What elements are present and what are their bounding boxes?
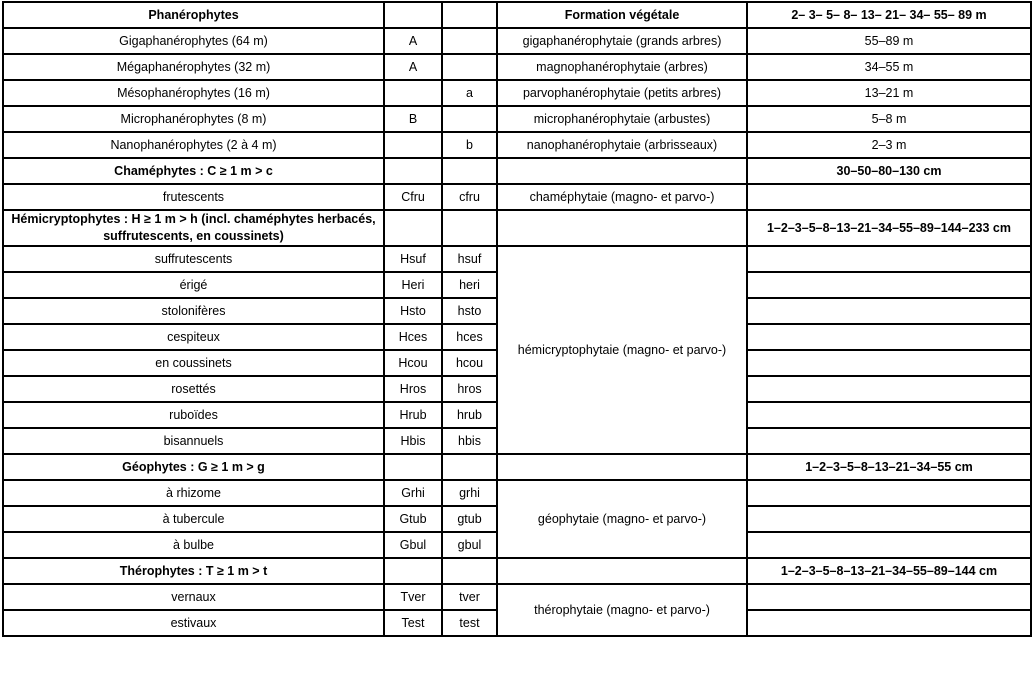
- code-upper: Hces: [384, 324, 442, 350]
- table-row: [3, 132, 1031, 158]
- formation-name: nanophanérophytaie (arbrisseaux): [497, 132, 747, 158]
- life-form-name: estivaux: [3, 610, 384, 636]
- code-upper: Cfru: [384, 184, 442, 210]
- life-form-name: ruboïdes: [3, 402, 384, 428]
- height-range: 34–55 m: [747, 54, 1031, 80]
- section-header-row: [3, 558, 1031, 584]
- height-range: 5–8 m: [747, 106, 1031, 132]
- section-title-therophytes: Thérophytes : T ≥ 1 m > t: [3, 558, 384, 584]
- empty-cell: [384, 210, 442, 246]
- life-form-name: Mégaphanérophytes (32 m): [3, 54, 384, 80]
- life-form-name: Mésophanérophytes (16 m): [3, 80, 384, 106]
- code-lower: test: [442, 610, 497, 636]
- empty-cell: [747, 480, 1031, 506]
- code-lower: hros: [442, 376, 497, 402]
- height-range: 55–89 m: [747, 28, 1031, 54]
- height-range: 2–3 m: [747, 132, 1031, 158]
- empty-cell: [442, 2, 497, 28]
- code-upper: [384, 80, 442, 106]
- code-lower: hsto: [442, 298, 497, 324]
- empty-cell: [384, 158, 442, 184]
- formation-name: thérophytaie (magno- et parvo-): [497, 584, 747, 636]
- empty-cell: [497, 210, 747, 246]
- empty-cell: [384, 2, 442, 28]
- empty-cell: [747, 584, 1031, 610]
- empty-cell: [747, 298, 1031, 324]
- table-row: [3, 54, 1031, 80]
- section-scale-therophytes: 1–2–3–5–8–13–21–34–55–89–144 cm: [747, 558, 1031, 584]
- code-lower: tver: [442, 584, 497, 610]
- code-upper: A: [384, 28, 442, 54]
- section-title-geophytes: Géophytes : G ≥ 1 m > g: [3, 454, 384, 480]
- code-lower: heri: [442, 272, 497, 298]
- code-upper: Hsuf: [384, 246, 442, 272]
- formation-name: gigaphanérophytaie (grands arbres): [497, 28, 747, 54]
- code-upper: Gbul: [384, 532, 442, 558]
- empty-cell: [747, 184, 1031, 210]
- empty-cell: [747, 428, 1031, 454]
- formation-name: géophytaie (magno- et parvo-): [497, 480, 747, 558]
- header-heights: 2– 3– 5– 8– 13– 21– 34– 55– 89 m: [747, 2, 1031, 28]
- life-form-name: Nanophanérophytes (2 à 4 m): [3, 132, 384, 158]
- code-lower: hbis: [442, 428, 497, 454]
- life-form-name: en coussinets: [3, 350, 384, 376]
- life-form-name: vernaux: [3, 584, 384, 610]
- formation-name: parvophanérophytaie (petits arbres): [497, 80, 747, 106]
- section-header-row: [3, 158, 1031, 184]
- table-row: [3, 480, 1031, 506]
- code-upper: Hbis: [384, 428, 442, 454]
- empty-cell: [497, 158, 747, 184]
- height-range: 13–21 m: [747, 80, 1031, 106]
- table-row: [3, 28, 1031, 54]
- life-form-name: rosettés: [3, 376, 384, 402]
- life-form-table: [2, 1, 1032, 637]
- code-lower: hrub: [442, 402, 497, 428]
- table-row: [3, 246, 1031, 272]
- life-form-name: cespiteux: [3, 324, 384, 350]
- life-form-name: à tubercule: [3, 506, 384, 532]
- code-upper: Hros: [384, 376, 442, 402]
- table-row: [3, 106, 1031, 132]
- section-scale-hemicryptophytes: 1–2–3–5–8–13–21–34–55–89–144–233 cm: [747, 210, 1031, 246]
- section-scale-chamephytes: 30–50–80–130 cm: [747, 158, 1031, 184]
- code-upper: Tver: [384, 584, 442, 610]
- code-lower: [442, 54, 497, 80]
- code-lower: cfru: [442, 184, 497, 210]
- empty-cell: [442, 454, 497, 480]
- formation-name: hémicryptophytaie (magno- et parvo-): [497, 246, 747, 454]
- code-upper: Hcou: [384, 350, 442, 376]
- life-form-name: stolonifères: [3, 298, 384, 324]
- code-lower: [442, 106, 497, 132]
- life-form-name: Gigaphanérophytes (64 m): [3, 28, 384, 54]
- formation-name: magnophanérophytaie (arbres): [497, 54, 747, 80]
- empty-cell: [747, 402, 1031, 428]
- section-header-row: [3, 210, 1031, 246]
- table-row: [3, 80, 1031, 106]
- section-scale-geophytes: 1–2–3–5–8–13–21–34–55 cm: [747, 454, 1031, 480]
- empty-cell: [747, 324, 1031, 350]
- code-upper: Hsto: [384, 298, 442, 324]
- table-row: [3, 584, 1031, 610]
- code-upper: Heri: [384, 272, 442, 298]
- section-title-hemicryptophytes: Hémicryptophytes : H ≥ 1 m > h (incl. chaméphytes herbacés, suffrutescents, en coussinets): [3, 210, 384, 246]
- code-lower: gbul: [442, 532, 497, 558]
- life-form-name: frutescents: [3, 184, 384, 210]
- code-upper: A: [384, 54, 442, 80]
- life-form-name: bisannuels: [3, 428, 384, 454]
- empty-cell: [384, 454, 442, 480]
- section-title-chamephytes: Chaméphytes : C ≥ 1 m > c: [3, 158, 384, 184]
- life-form-name: suffrutescents: [3, 246, 384, 272]
- empty-cell: [442, 558, 497, 584]
- code-lower: hces: [442, 324, 497, 350]
- code-upper: Grhi: [384, 480, 442, 506]
- empty-cell: [747, 272, 1031, 298]
- empty-cell: [747, 506, 1031, 532]
- section-header-row: [3, 454, 1031, 480]
- code-upper: [384, 132, 442, 158]
- empty-cell: [442, 158, 497, 184]
- life-form-name: Microphanérophytes (8 m): [3, 106, 384, 132]
- code-lower: hsuf: [442, 246, 497, 272]
- empty-cell: [747, 532, 1031, 558]
- formation-name: chaméphytaie (magno- et parvo-): [497, 184, 747, 210]
- code-lower: hcou: [442, 350, 497, 376]
- table-row: [3, 184, 1031, 210]
- code-lower: a: [442, 80, 497, 106]
- code-upper: Test: [384, 610, 442, 636]
- header-row: [3, 2, 1031, 28]
- code-lower: [442, 28, 497, 54]
- code-lower: grhi: [442, 480, 497, 506]
- code-upper: B: [384, 106, 442, 132]
- empty-cell: [497, 558, 747, 584]
- empty-cell: [497, 454, 747, 480]
- formation-name: microphanérophytaie (arbustes): [497, 106, 747, 132]
- empty-cell: [747, 350, 1031, 376]
- empty-cell: [442, 210, 497, 246]
- code-upper: Gtub: [384, 506, 442, 532]
- empty-cell: [747, 610, 1031, 636]
- empty-cell: [747, 246, 1031, 272]
- life-form-name: à bulbe: [3, 532, 384, 558]
- header-phanerophytes: Phanérophytes: [3, 2, 384, 28]
- life-form-name: érigé: [3, 272, 384, 298]
- code-upper: Hrub: [384, 402, 442, 428]
- code-lower: b: [442, 132, 497, 158]
- empty-cell: [384, 558, 442, 584]
- header-formation: Formation végétale: [497, 2, 747, 28]
- life-form-name: à rhizome: [3, 480, 384, 506]
- empty-cell: [747, 376, 1031, 402]
- code-lower: gtub: [442, 506, 497, 532]
